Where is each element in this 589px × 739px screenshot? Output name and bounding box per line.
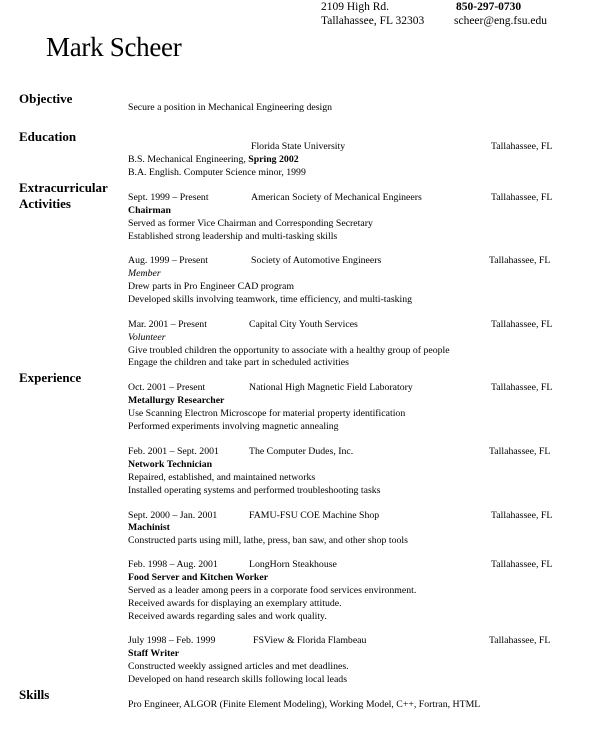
entry-location: Tallahassee, FL [489,446,551,457]
entry-dates: July 1998 – Feb. 1999 [128,635,216,646]
entry-role: Food Server and Kitchen Worker [128,572,269,583]
section-extracurricular-1: Extracurricular [19,180,108,195]
degree-1-name: B.S. Mechanical Engineering, [128,154,249,165]
entry-dates: Feb. 2001 – Sept. 2001 [128,446,219,457]
address-line-2: Tallahassee, FL 32303 [321,15,425,27]
entry-dates: Sept. 2000 – Jan. 2001 [128,510,218,521]
skills-text: Pro Engineer, ALGOR (Finite Element Modeling), Working Model, C++, Fortran, HTML [128,699,481,710]
education-school: Florida State University [251,141,346,152]
entry-org: The Computer Dudes, Inc. [249,446,354,457]
entry-line: Constructed parts using mill, lathe, press, ban saw, and other shop tools [128,535,408,546]
email-address: scheer@eng.fsu.edu [454,15,547,27]
entry-location: Tallahassee, FL [491,382,553,393]
entry-dates: Mar. 2001 – Present [128,319,207,330]
entry-org: FAMU-FSU COE Machine Shop [249,510,380,521]
entry-line: Constructed weekly assigned articles and met deadlines. [128,661,349,672]
education-degree-1 [128,153,299,166]
entry-org: Society of Automotive Engineers [251,255,382,266]
entry-role: Metallurgy Researcher [128,395,225,406]
entry-line: Give troubled children the opportunity to associate with a healthy group of people [128,345,450,356]
entry-role: Network Technician [128,459,213,470]
section-extracurricular-2: Activities [19,196,71,211]
entry-location: Tallahassee, FL [491,559,553,570]
entry-org: National High Magnetic Field Laboratory [249,382,413,393]
entry-role: Staff Writer [128,648,180,659]
entry-org: LongHorn Steakhouse [249,559,337,570]
entry-line: Served as former Vice Chairman and Corresponding Secretary [128,218,373,229]
entry-role: Machinist [128,522,170,533]
entry-location: Tallahassee, FL [489,635,551,646]
entry-dates: Sept. 1999 – Present [128,192,209,203]
entry-role: Volunteer [128,332,166,343]
entry-line: Repaired, established, and maintained networks [128,472,316,483]
education-degree-2: B.A. English. Computer Science minor, 1999 [128,167,306,178]
entry-org: American Society of Mechanical Engineers [251,192,422,203]
degree-1-date: Spring 2002 [248,154,299,165]
phone-number: 850-297-0730 [456,1,522,13]
section-education: Education [19,129,77,144]
entry-line: Engage the children and take part in scheduled activities [128,357,349,368]
entry-line: Installed operating systems and performed troubleshooting tasks [128,485,381,496]
entry-org: Capital City Youth Services [249,319,358,330]
entry-location: Tallahassee, FL [489,255,551,266]
section-experience: Experience [19,370,82,385]
section-objective: Objective [19,91,73,106]
objective-text: Secure a position in Mechanical Engineering design [128,102,333,113]
entry-line: Drew parts in Pro Engineer CAD program [128,281,294,292]
entry-role: Member [128,268,161,279]
address-line-1: 2109 High Rd. [321,1,390,13]
entry-line: Performed experiments involving magnetic annealing [128,421,339,432]
entry-line: Use Scanning Electron Microscope for material property identification [128,408,406,419]
section-skills: Skills [19,687,50,702]
entry-dates: Aug. 1999 – Present [128,255,209,266]
entry-location: Tallahassee, FL [491,192,553,203]
entry-role: Chairman [128,205,172,216]
education-location: Tallahassee, FL [491,141,553,152]
entry-location: Tallahassee, FL [491,319,553,330]
entry-line: Established strong leadership and multi-tasking skills [128,231,338,242]
entry-line: Received awards for displaying an exemplary attitude. [128,598,342,609]
entry-location: Tallahassee, FL [491,510,553,521]
entry-dates: Oct. 2001 – Present [128,382,206,393]
resume-name: Mark Scheer [46,32,182,62]
entry-line: Served as a leader among peers in a corporate food services environment. [128,585,417,596]
entry-dates: Feb. 1998 – Aug. 2001 [128,559,218,570]
entry-line: Developed on hand research skills following local leads [128,674,348,685]
entry-line: Developed skills involving teamwork, time efficiency, and multi-tasking [128,294,413,305]
entry-org: FSView & Florida Flambeau [253,635,367,646]
entry-line: Received awards regarding sales and work quality. [128,611,327,622]
